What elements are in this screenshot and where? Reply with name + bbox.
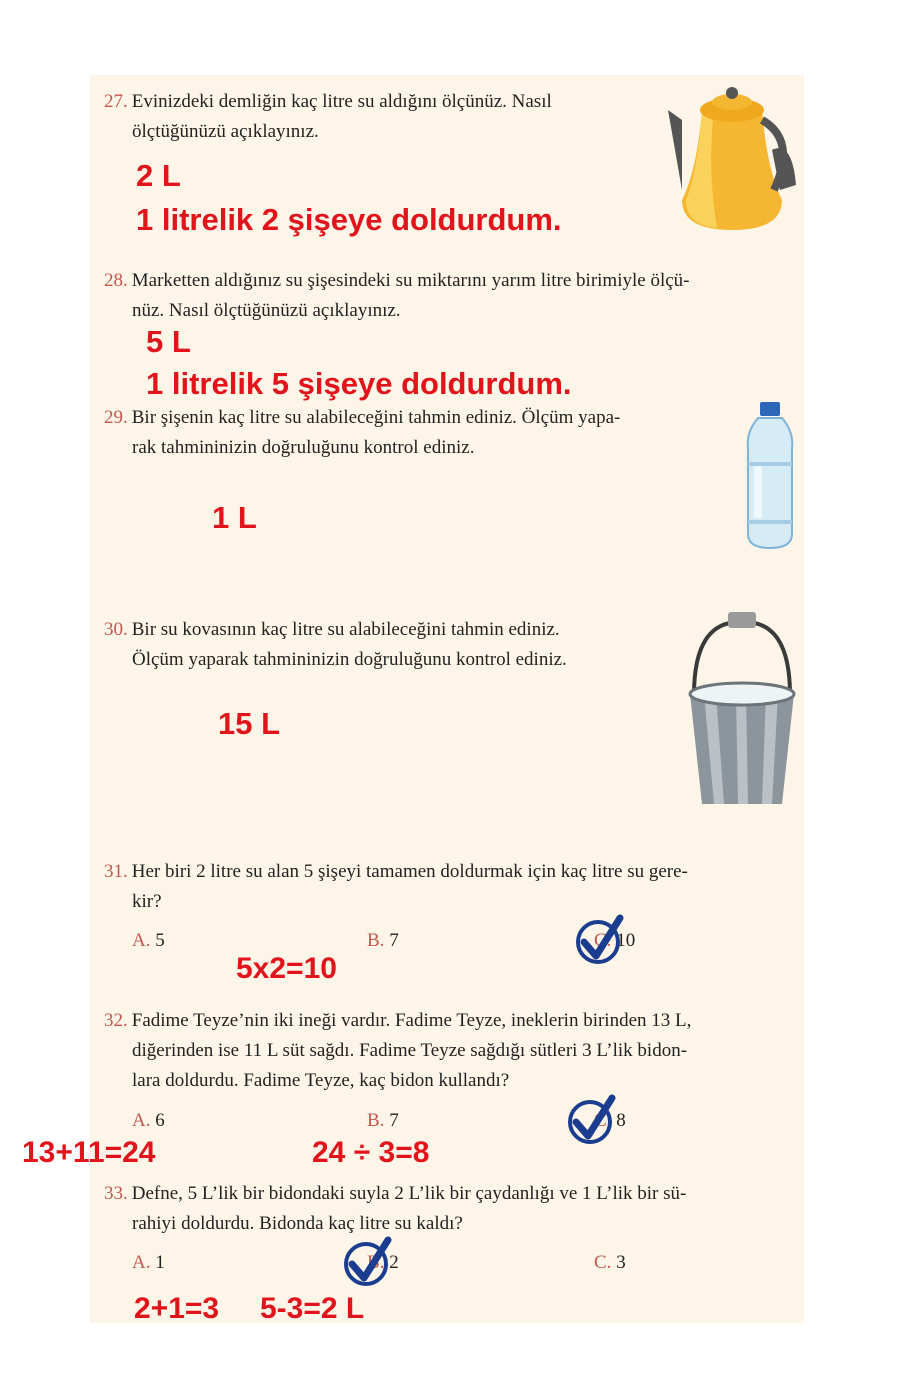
question-33-number: 33. — [104, 1183, 128, 1204]
q31-work-calculation: 5x2=10 — [236, 952, 337, 985]
teapot-image — [662, 80, 802, 240]
question-32-line-2: diğerinden ise 11 L süt sağdı. Fadime Teyze sağdığı sütleri 3 L’lik bidon- — [132, 1040, 688, 1061]
question-31-text — [104, 857, 688, 917]
q32-option-c-text: 8 — [616, 1110, 626, 1131]
q32-option-c-letter: C. — [594, 1110, 612, 1131]
q31-option-c-letter: C. — [594, 930, 612, 951]
question-29-number: 29. — [104, 407, 128, 428]
water-bottle-image — [744, 402, 796, 550]
q32-work-division: 24 ÷ 3=8 — [312, 1136, 430, 1169]
question-29-line-1: Bir şişenin kaç litre su alabileceğini tahmin ediniz. Ölçüm yapa- — [131, 407, 621, 428]
q33-option-a-letter: A. — [132, 1252, 151, 1273]
q31-option-a-letter: A. — [132, 930, 151, 951]
q32-option-b-letter: B. — [367, 1110, 385, 1131]
q32-work-addition: 13+11=24 — [22, 1136, 156, 1169]
q33-option-a[interactable] — [132, 1252, 165, 1274]
q33-work-addition: 2+1=3 — [134, 1292, 220, 1325]
question-30-number: 30. — [104, 619, 128, 640]
checkmark-icon — [566, 1094, 616, 1146]
question-27-line-1: Evinizdeki demliğin kaç litre su aldığını ölçünüz. Nasıl — [131, 91, 552, 112]
q33-option-c-text: 3 — [616, 1252, 626, 1273]
q33-option-b-letter: B. — [367, 1252, 385, 1273]
q33-work-subtraction: 5-3=2 L — [260, 1292, 365, 1325]
question-30-line-2: Ölçüm yaparak tahmininizin doğruluğunu kontrol ediniz. — [132, 649, 567, 670]
question-29-line-2: rak tahmininizin doğruluğunu kontrol ediniz. — [132, 437, 475, 458]
question-29-text — [104, 403, 620, 463]
question-28-line-1: Marketten aldığınız su şişesindeki su miktarını yarım litre birimiyle ölçü- — [131, 270, 690, 291]
q32-option-a-letter: A. — [132, 1110, 151, 1131]
question-27-line-2: ölçtüğünüzü açıklayınız. — [132, 121, 319, 142]
question-27-number: 27. — [104, 91, 128, 112]
question-33-line-1: Defne, 5 L’lik bir bidondaki suyla 2 L’lik bir çaydanlığı ve 1 L’lik bir sü- — [131, 1183, 687, 1204]
question-27-text — [104, 87, 552, 147]
checkmark-icon — [574, 914, 624, 966]
question-33-line-2: rahiyi doldurdu. Bidonda kaç litre su kaldı? — [132, 1213, 463, 1234]
answer-28-explanation: 1 litrelik 5 şişeye doldurdum. — [146, 366, 572, 401]
q32-option-b-text: 7 — [389, 1110, 399, 1131]
question-32-number: 32. — [104, 1010, 128, 1031]
question-30-line-1: Bir su kovasının kaç litre su alabileceğini tahmin ediniz. — [131, 619, 560, 640]
answer-27-explanation: 1 litrelik 2 şişeye doldurdum. — [136, 202, 562, 237]
q32-option-a[interactable] — [132, 1110, 165, 1132]
answer-27-amount: 2 L — [136, 158, 181, 193]
question-32-line-3: lara doldurdu. Fadime Teyze, kaç bidon kullandı? — [132, 1070, 510, 1091]
q31-option-b[interactable] — [367, 930, 399, 952]
bucket-image — [684, 610, 800, 810]
question-28-text — [104, 266, 690, 326]
question-28-line-2: nüz. Nasıl ölçtüğünüzü açıklayınız. — [132, 300, 401, 321]
question-28-number: 28. — [104, 270, 128, 291]
q33-option-c-letter: C. — [594, 1252, 612, 1273]
q32-option-b[interactable] — [367, 1110, 399, 1132]
q31-option-a[interactable] — [132, 930, 165, 952]
answer-29-amount: 1 L — [212, 500, 257, 535]
question-33-text — [104, 1179, 686, 1239]
question-31-line-2: kir? — [132, 891, 162, 912]
q32-option-a-text: 6 — [155, 1110, 165, 1131]
q31-option-b-letter: B. — [367, 930, 385, 951]
q33-option-a-text: 1 — [155, 1252, 165, 1273]
question-32-text — [104, 1006, 691, 1096]
q31-option-c-text: 10 — [616, 930, 636, 951]
question-30-text — [104, 615, 567, 675]
q33-option-b-text: 2 — [389, 1252, 399, 1273]
q33-option-c[interactable] — [594, 1252, 626, 1274]
q31-option-b-text: 7 — [389, 930, 399, 951]
checkmark-icon — [342, 1236, 392, 1288]
answer-28-amount: 5 L — [146, 324, 191, 359]
q31-option-a-text: 5 — [155, 930, 165, 951]
question-32-line-1: Fadime Teyze’nin iki ineği vardır. Fadime Teyze, ineklerin birinden 13 L, — [131, 1010, 692, 1031]
question-31-number: 31. — [104, 861, 128, 882]
question-31-line-1: Her biri 2 litre su alan 5 şişeyi tamamen doldurmak için kaç litre su gere- — [131, 861, 688, 882]
answer-30-amount: 15 L — [218, 706, 281, 741]
